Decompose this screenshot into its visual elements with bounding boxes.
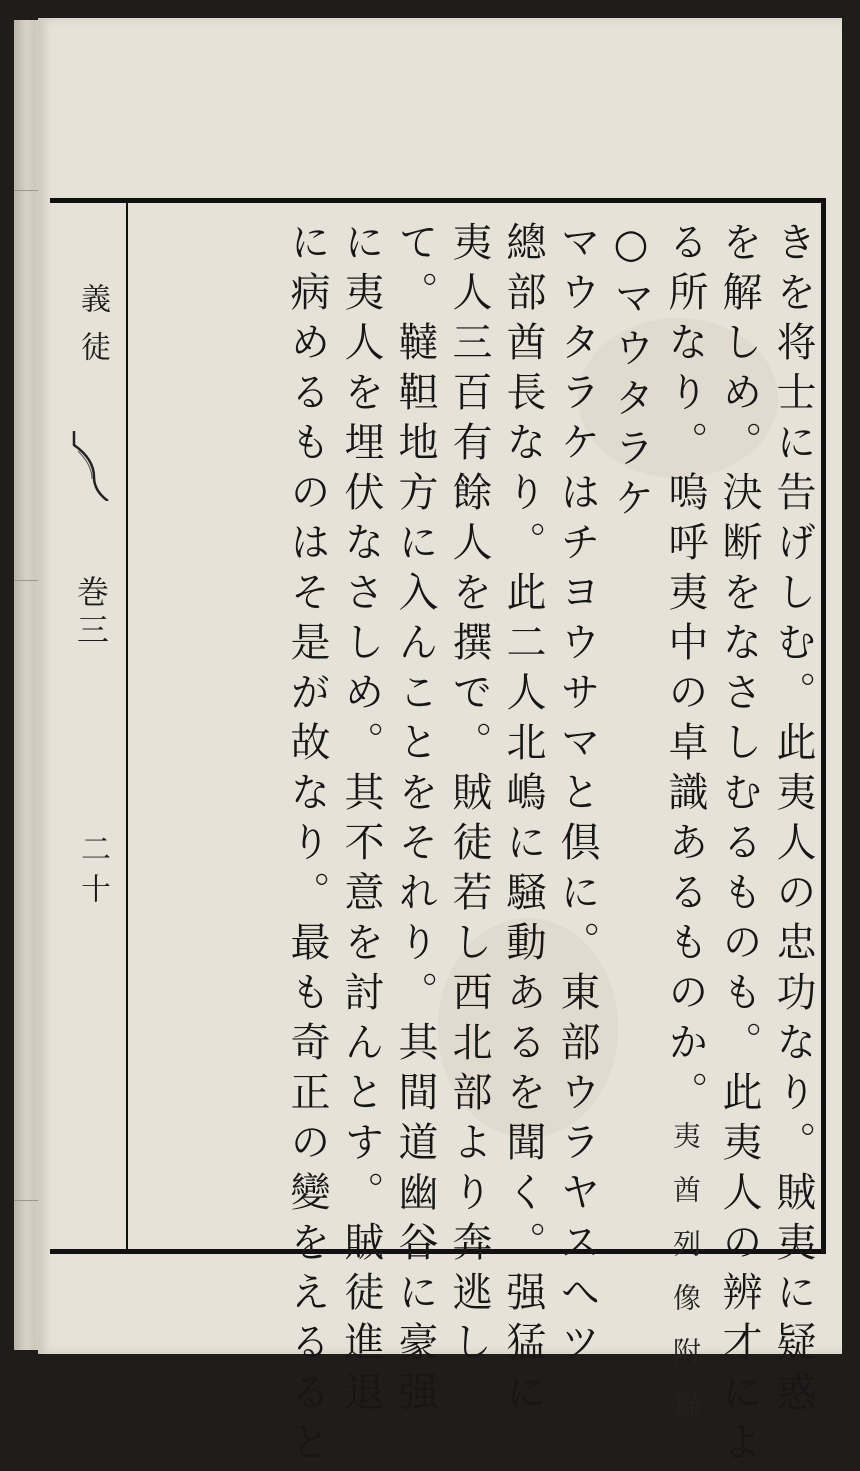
- text-line-main: る所なり。嗚呼夷中の卓識あるものか。: [662, 221, 708, 1121]
- book-page: [38, 18, 842, 1471]
- margin-page-number: 二十: [75, 833, 110, 913]
- section-heading: ○マウタラケ: [608, 221, 654, 527]
- text-line: きを将士に告げしむ。此夷人の忠功なり。賊夷に疑惑: [770, 221, 816, 1421]
- text-line: [658, 221, 712, 1445]
- text-frame: [50, 198, 826, 1471]
- text-line: て。韃靼地方に入んことをそれり。其間道幽谷に豪强: [392, 221, 438, 1421]
- margin-rule: [126, 203, 128, 1249]
- margin-volume-label: 巻三: [72, 575, 110, 651]
- text-line: を解しめ。決断をなさしむるものも。此夷人の辨才によ: [716, 221, 762, 1471]
- main-text: [130, 221, 820, 1471]
- running-headnote: 夷酋列像附録: [669, 1121, 702, 1445]
- text-line: 總部酋長なり。此二人北嶋に騒動あるを聞く。强猛に: [500, 221, 546, 1421]
- page-margin-column: [60, 203, 120, 1249]
- text-line: 夷人三百有餘人を撰で。賊徒若し西北部より奔逃し: [446, 221, 492, 1371]
- margin-book-title: 義徒: [75, 283, 110, 379]
- text-line: に病めるものはそ是が故なり。最も奇正の變をえるると: [284, 221, 330, 1471]
- fishtail-ornament-icon: [68, 431, 118, 501]
- text-line: マウタラケはチヨウサマと倶に。東部ウラヤスへツ: [554, 221, 600, 1371]
- text-line: に夷人を埋伏なさしめ。其不意を討んとす。賊徒進退: [338, 221, 384, 1421]
